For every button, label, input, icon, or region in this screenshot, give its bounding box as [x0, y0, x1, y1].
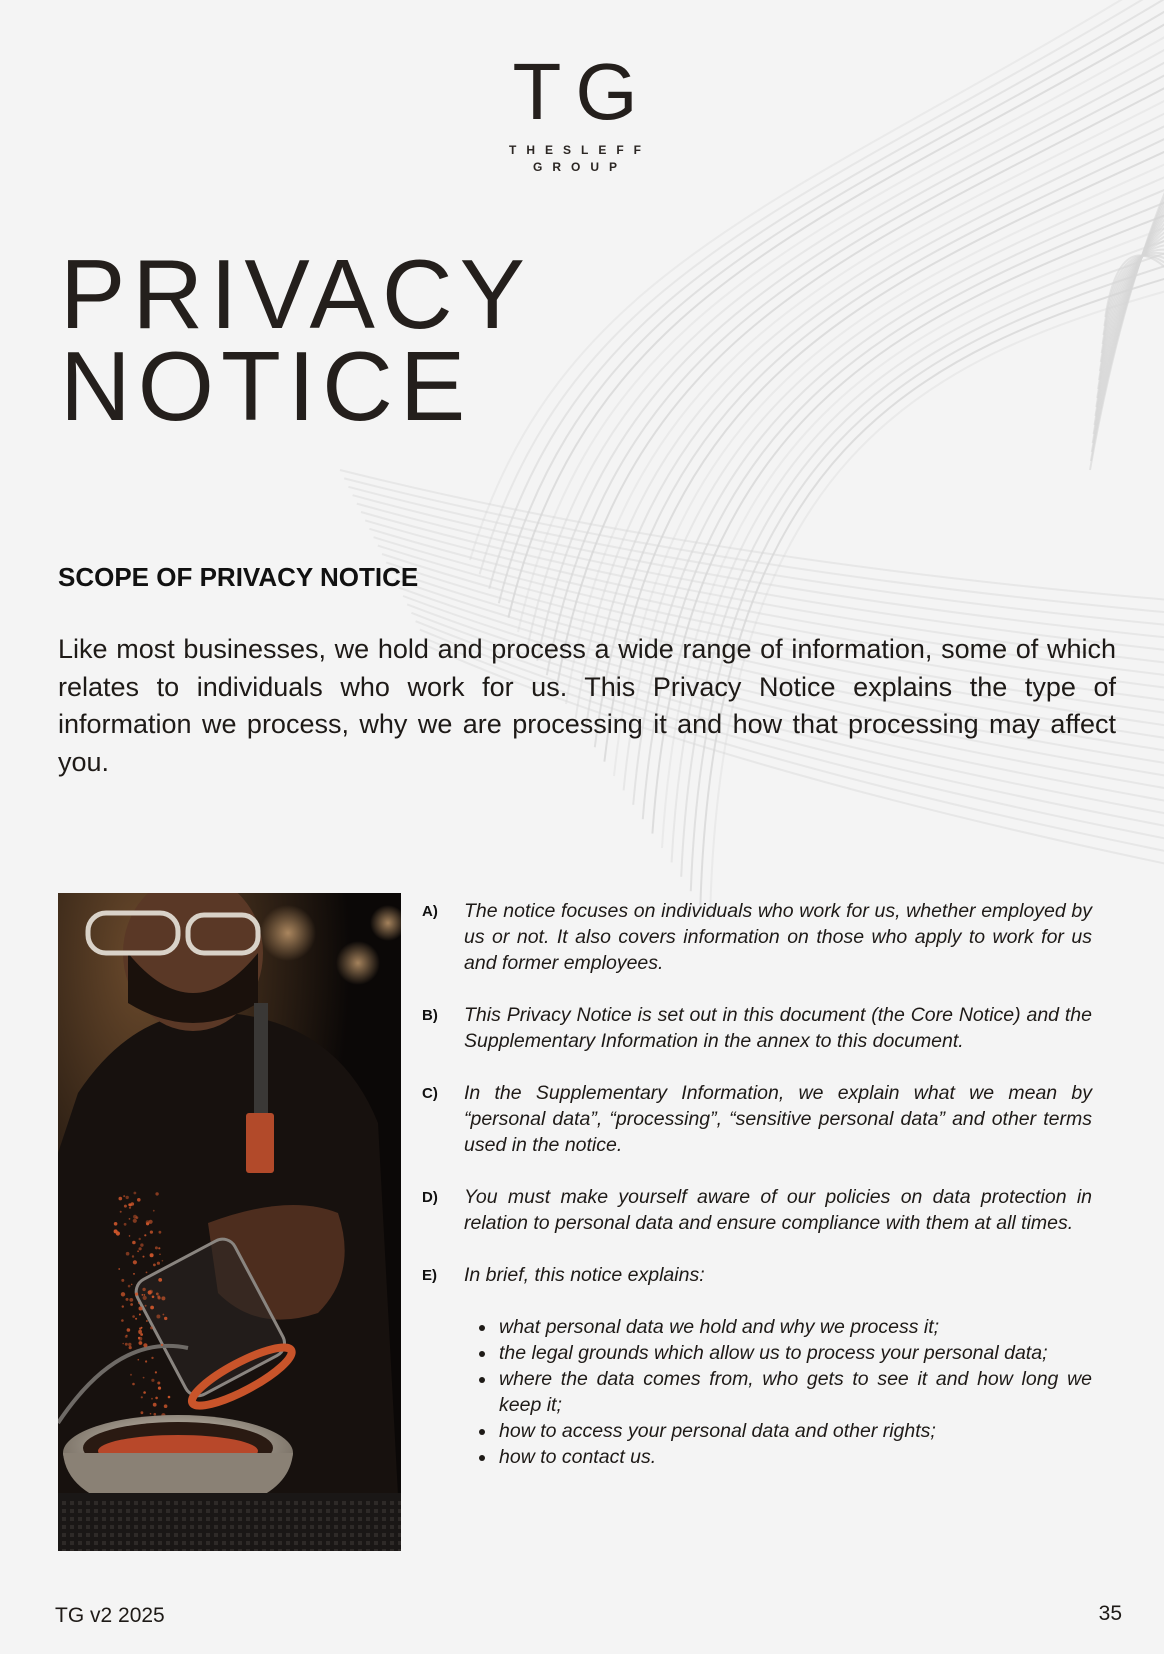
section-heading: SCOPE OF PRIVACY NOTICE	[58, 562, 419, 592]
bullet-item: • how to access your personal data and other rights;	[497, 1418, 1092, 1444]
item-text: This Privacy Notice is set out in this document (the Core Notice) and the Supplementary Information in the annex to this document.	[464, 1004, 1092, 1052]
title-line2: NOTICE	[60, 331, 473, 441]
item-letter: E)	[422, 1267, 437, 1284]
item-text: You must make yourself aware of our policies on data protection in relation to personal data and ensure compliance with them at all times.	[464, 1186, 1092, 1234]
footer-version: TG v2 2025	[55, 1604, 165, 1627]
list-item	[422, 1184, 1092, 1236]
item-letter: A)	[422, 903, 438, 920]
notice-items-list	[422, 898, 1092, 1470]
bullet-item: • how to contact us.	[497, 1444, 1092, 1470]
bullet-item: • where the data comes from, who gets to see it and how long we keep it;	[497, 1366, 1092, 1418]
item-text: The notice focuses on individuals who work for us, whether employed by us or not. It also covers information on those who apply to work for us and former employees.	[464, 900, 1092, 974]
item-text: In the Supplementary Information, we explain what we mean by “personal data”, “processing”, “sensitive personal data” and other terms used in the notice.	[464, 1082, 1092, 1156]
bullet-item: • the legal grounds which allow us to process your personal data;	[497, 1340, 1092, 1366]
list-item	[422, 1262, 1092, 1470]
title-line1: PRIVACY	[60, 239, 532, 349]
item-text: In brief, this notice explains:	[464, 1264, 705, 1286]
list-item	[422, 1002, 1092, 1054]
list-item	[422, 898, 1092, 976]
bullet-list	[464, 1314, 1092, 1470]
item-letter: D)	[422, 1189, 438, 1206]
item-text-block	[464, 1262, 1092, 1470]
list-item	[422, 1080, 1092, 1158]
logo-subtitle-line1: THESLEFF	[509, 143, 651, 157]
company-logo	[0, 47, 1150, 176]
logo-mark: TG	[512, 47, 652, 136]
bartender-photo	[58, 893, 401, 1551]
item-letter: B)	[422, 1007, 438, 1024]
intro-paragraph: Like most businesses, we hold and process a wide range of information, some of which relates to individuals who work for us. This Privacy Notice explains the type of information we process, why we are processing it and how that processing may affect you.	[58, 634, 1116, 777]
bullet-item: • what personal data we hold and why we process it;	[497, 1314, 1092, 1340]
logo-subtitle-line2: GROUP	[532, 160, 627, 174]
item-letter: C)	[422, 1085, 438, 1102]
page-title	[60, 239, 532, 441]
page-number: 35	[1098, 1602, 1122, 1625]
